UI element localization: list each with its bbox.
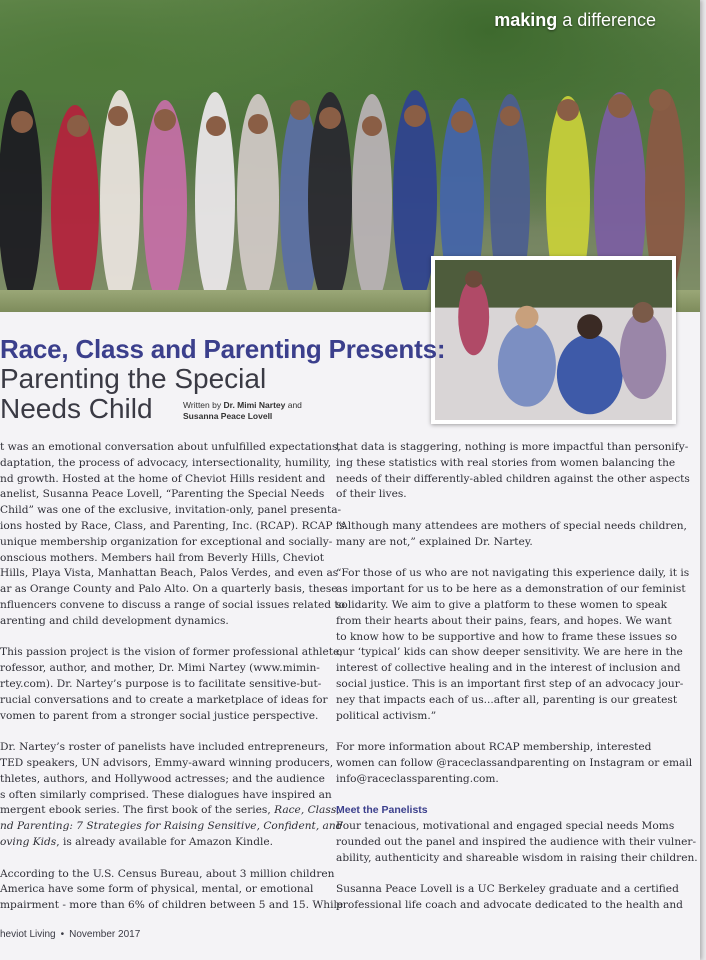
panel-photo-image	[435, 260, 672, 420]
book-title-start: Race, Class,	[274, 804, 340, 817]
left-paragraph-3: Dr. Nartey’s roster of panelists have included entrepreneurs, TED speakers, UN advisors, Emmy-award winning producers, thletes, authors, and Hollywood actresses; and the audience s often similarly comprised. These dialogues have inspired an mergent ebook series. The first book of the series, Race, Class, nd Parenting: 7 Strategies for Raising Sensitive, Confident, and oving Kids, is already available for Amazon Kindle.	[0, 741, 343, 848]
byline-prefix: Written by	[183, 400, 224, 410]
footer-date: November 2017	[69, 929, 141, 940]
left-paragraph-4: According to the U.S. Census Bureau, about 3 million children America have some form of physical, mental, or emotional mpairment - more than 6% of children between 5 and 15. While	[0, 867, 344, 912]
byline-author-1: Dr. Mimi Nartey	[223, 400, 286, 410]
left-paragraph-2: This passion project is the vision of former professional athlete, rofessor, author, and mother, Dr. Mimi Nartey (www.mimin- rtey.com). Dr. Nartey’s purpose is to facilitate sensitive-but- rucial conversations and to create a marketplace of ideas for vomen to parent from a stronger social justice perspective.	[0, 646, 343, 722]
panelists-heading: Meet the Panelists	[336, 804, 428, 817]
right-paragraph-2: “Although many attendees are mothers of special needs children, many are not,” explained Dr. Nartey.	[336, 519, 687, 548]
byline-author-2: Susanna Peace Lovell	[183, 411, 273, 421]
panel-photo	[431, 256, 676, 424]
subhead-line-1: Parenting the Special	[0, 363, 267, 394]
byline-joiner: and	[285, 400, 302, 410]
page-footer	[0, 929, 140, 940]
footer-separator: •	[60, 929, 65, 940]
final-paragraph: Susanna Peace Lovell is a UC Berkeley graduate and a certified professional life coach and advocate dedicated to the health and	[336, 883, 683, 912]
section-tag	[494, 10, 656, 31]
article-headline: Race, Class and Parenting Presents:	[0, 334, 446, 364]
right-paragraph-3: “For those of us who are not navigating this experience daily, it is as important for us to be here as a demonstration of our feminist solidarity. We aim to give a platform to these women to speak from their hearts about their pains, fears, and hopes. We want to know how to be supportive and how to frame these issues so our ‘typical’ kids can show deeper sensitivity. We are here in the interest of collective healing and in the interest of inclusion and social justice. This is an important first step of an advocacy jour- ney that impacts each of us...after all, parenting is our greatest political activism.”	[336, 567, 690, 722]
footer-publication: heviot Living	[0, 929, 56, 940]
subhead-line-2: Needs Child	[0, 393, 153, 424]
byline	[183, 400, 353, 422]
right-column	[336, 440, 698, 930]
panelists-paragraph: Four tenacious, motivational and engaged special needs Moms rounded out the panel and inspired the audience with their vulner- ability, authenticity and shareable wisdom in raising their children.	[336, 820, 698, 864]
right-paragraph-4: For more information about RCAP membership, interested women can follow @raceclassandparenting on Instagram or email info@raceclassparenting.com.	[336, 741, 693, 785]
right-paragraph-1: that data is staggering, nothing is more impactful than personify- ing these statistics with real stories from women balancing the needs of their differently-abled children against the other aspects of their lives.	[336, 441, 690, 501]
left-column	[0, 440, 346, 930]
section-tag-bold: making	[494, 10, 558, 30]
section-tag-rest: a difference	[557, 10, 656, 30]
left-paragraph-1: t was an emotional conversation about unfulfilled expectations, daptation, the process of advocacy, intersectionality, humility, nd growth. Hosted at the home of Cheviot Hills resident and anelist, Susanna Peace Lovell, “Parenting the Special Needs Child” was one of the exclusive, invitation-only, panel presenta- ions hosted by Race, Class, and Parenting, Inc. (RCAP). RCAP is unique membership organization for exceptional and socially- onscious mothers. Members hail from Beverly Hills, Cheviot Hills, Playa Vista, Manhattan Beach, Palos Verdes, and even as ar as Orange County and Palo Alto. On a quarterly basis, these nfluencers convene to discuss a range of social issues related to arenting and child development dynamics.	[0, 441, 346, 627]
